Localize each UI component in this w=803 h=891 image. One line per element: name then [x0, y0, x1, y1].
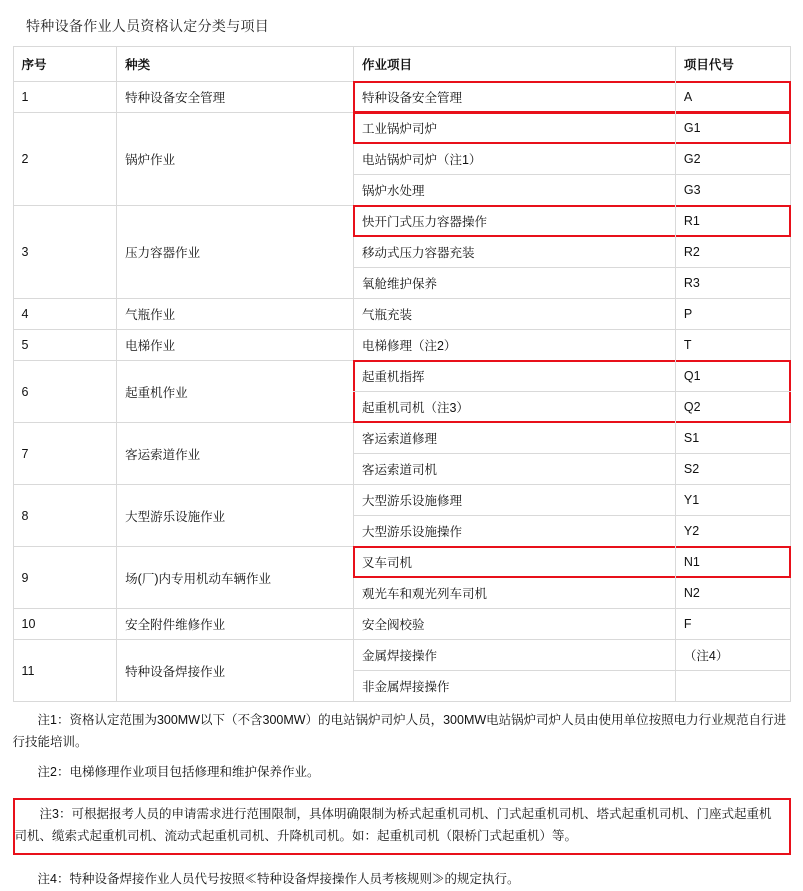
cell-code: N1 — [675, 547, 790, 578]
column-header-code: 项目代号 — [675, 47, 790, 82]
cell-item: 金属焊接操作 — [353, 640, 675, 671]
cell-code: G1 — [675, 113, 790, 144]
table-row — [13, 82, 790, 113]
cell-item: 快开门式压力容器操作 — [353, 206, 675, 237]
cell-item: 叉车司机 — [353, 547, 675, 578]
column-header-item: 作业项目 — [353, 47, 675, 82]
cell-no: 1 — [13, 82, 117, 113]
note-1: 注1：资格认定范围为300MW以下（不含300MW）的电站锅炉司炉人员，300MW电站锅炉司炉人员由使用单位按照电力行业规范自行进行技能培训。 — [12, 713, 787, 749]
cell-no: 3 — [13, 206, 117, 299]
note-3-text: 注3：可根据报考人员的申请需求进行范围限制，具体明确限制为桥式起重机司机、门式起重机司机、塔式起重机司机、门座式起重机司机、缆索式起重机司机、流动式起重机司机、升降机司机。如：起重机司机（限桥门式起重机）等。 — [14, 806, 772, 843]
column-header-no: 序号 — [13, 47, 117, 82]
cell-code: T — [675, 330, 790, 361]
cell-item: 观光车和观光列车司机 — [353, 578, 675, 609]
cell-item: 大型游乐设施修理 — [353, 485, 675, 516]
cell-code: Y1 — [675, 485, 790, 516]
cell-item: 安全阀校验 — [353, 609, 675, 640]
cell-item: 工业锅炉司炉 — [353, 113, 675, 144]
cell-no: 2 — [13, 113, 117, 206]
cell-no: 10 — [13, 609, 117, 640]
cell-code: A — [675, 82, 790, 113]
cell-kind: 安全附件维修作业 — [117, 609, 354, 640]
cell-code: N2 — [675, 578, 790, 609]
cell-item: 客运索道司机 — [353, 454, 675, 485]
cell-no: 11 — [13, 640, 117, 702]
table-row — [13, 299, 790, 330]
cell-code: S2 — [675, 454, 790, 485]
cell-item: 大型游乐设施操作 — [353, 516, 675, 547]
cell-kind: 气瓶作业 — [117, 299, 354, 330]
table-row — [13, 547, 790, 578]
table-row — [13, 206, 790, 237]
cell-item: 气瓶充装 — [353, 299, 675, 330]
cell-kind: 客运索道作业 — [117, 423, 354, 485]
table-row — [13, 423, 790, 454]
cell-kind: 压力容器作业 — [117, 206, 354, 299]
cell-item: 客运索道修理 — [353, 423, 675, 454]
table-body — [13, 82, 790, 702]
cell-kind: 大型游乐设施作业 — [117, 485, 354, 547]
cell-item: 电站锅炉司炉（注1） — [353, 144, 675, 175]
note-4: 注4：特种设备焊接作业人员代号按照≪特种设备焊接操作人员考核规则≫的规定执行。 — [37, 872, 520, 887]
cell-kind: 场(厂)内专用机动车辆作业 — [117, 547, 354, 609]
cell-item: 起重机司机（注3） — [353, 392, 675, 423]
table-row — [13, 609, 790, 640]
cell-no: 8 — [13, 485, 117, 547]
table-row — [13, 113, 790, 144]
cell-kind: 电梯作业 — [117, 330, 354, 361]
cell-code: S1 — [675, 423, 790, 454]
cell-code: F — [675, 609, 790, 640]
table-row — [13, 330, 790, 361]
cell-kind: 起重机作业 — [117, 361, 354, 423]
notes-section — [13, 710, 791, 891]
cell-code: R2 — [675, 237, 790, 268]
table-row — [13, 640, 790, 671]
cell-no: 5 — [13, 330, 117, 361]
cell-kind: 锅炉作业 — [117, 113, 354, 206]
cell-code: R1 — [675, 206, 790, 237]
table-row — [13, 485, 790, 516]
cell-code: Y2 — [675, 516, 790, 547]
cell-code: R3 — [675, 268, 790, 299]
cell-no: 7 — [13, 423, 117, 485]
table-row — [13, 361, 790, 392]
cell-code — [675, 671, 790, 702]
table-header-row — [13, 47, 790, 82]
qualification-table — [13, 46, 791, 702]
cell-no: 6 — [13, 361, 117, 423]
cell-item: 非金属焊接操作 — [353, 671, 675, 702]
cell-code: Q1 — [675, 361, 790, 392]
cell-code: G2 — [675, 144, 790, 175]
cell-code: G3 — [675, 175, 790, 206]
note-3-highlighted — [13, 798, 791, 856]
cell-code: Q2 — [675, 392, 790, 423]
table-header — [13, 47, 790, 82]
page-title: 特种设备作业人员资格认定分类与项目 — [26, 18, 270, 34]
cell-no: 9 — [13, 547, 117, 609]
cell-code: P — [675, 299, 790, 330]
cell-item: 锅炉水处理 — [353, 175, 675, 206]
cell-kind: 特种设备安全管理 — [117, 82, 354, 113]
cell-item: 电梯修理（注2） — [353, 330, 675, 361]
cell-kind: 特种设备焊接作业 — [117, 640, 354, 702]
cell-no: 4 — [13, 299, 117, 330]
cell-item: 起重机指挥 — [353, 361, 675, 392]
cell-item: 氧舱维护保养 — [353, 268, 675, 299]
column-header-kind: 种类 — [117, 47, 354, 82]
cell-item: 移动式压力容器充装 — [353, 237, 675, 268]
note-2: 注2：电梯修理作业项目包括修理和维护保养作业。 — [37, 764, 320, 779]
cell-code: （注4） — [675, 640, 790, 671]
cell-item: 特种设备安全管理 — [353, 82, 675, 113]
